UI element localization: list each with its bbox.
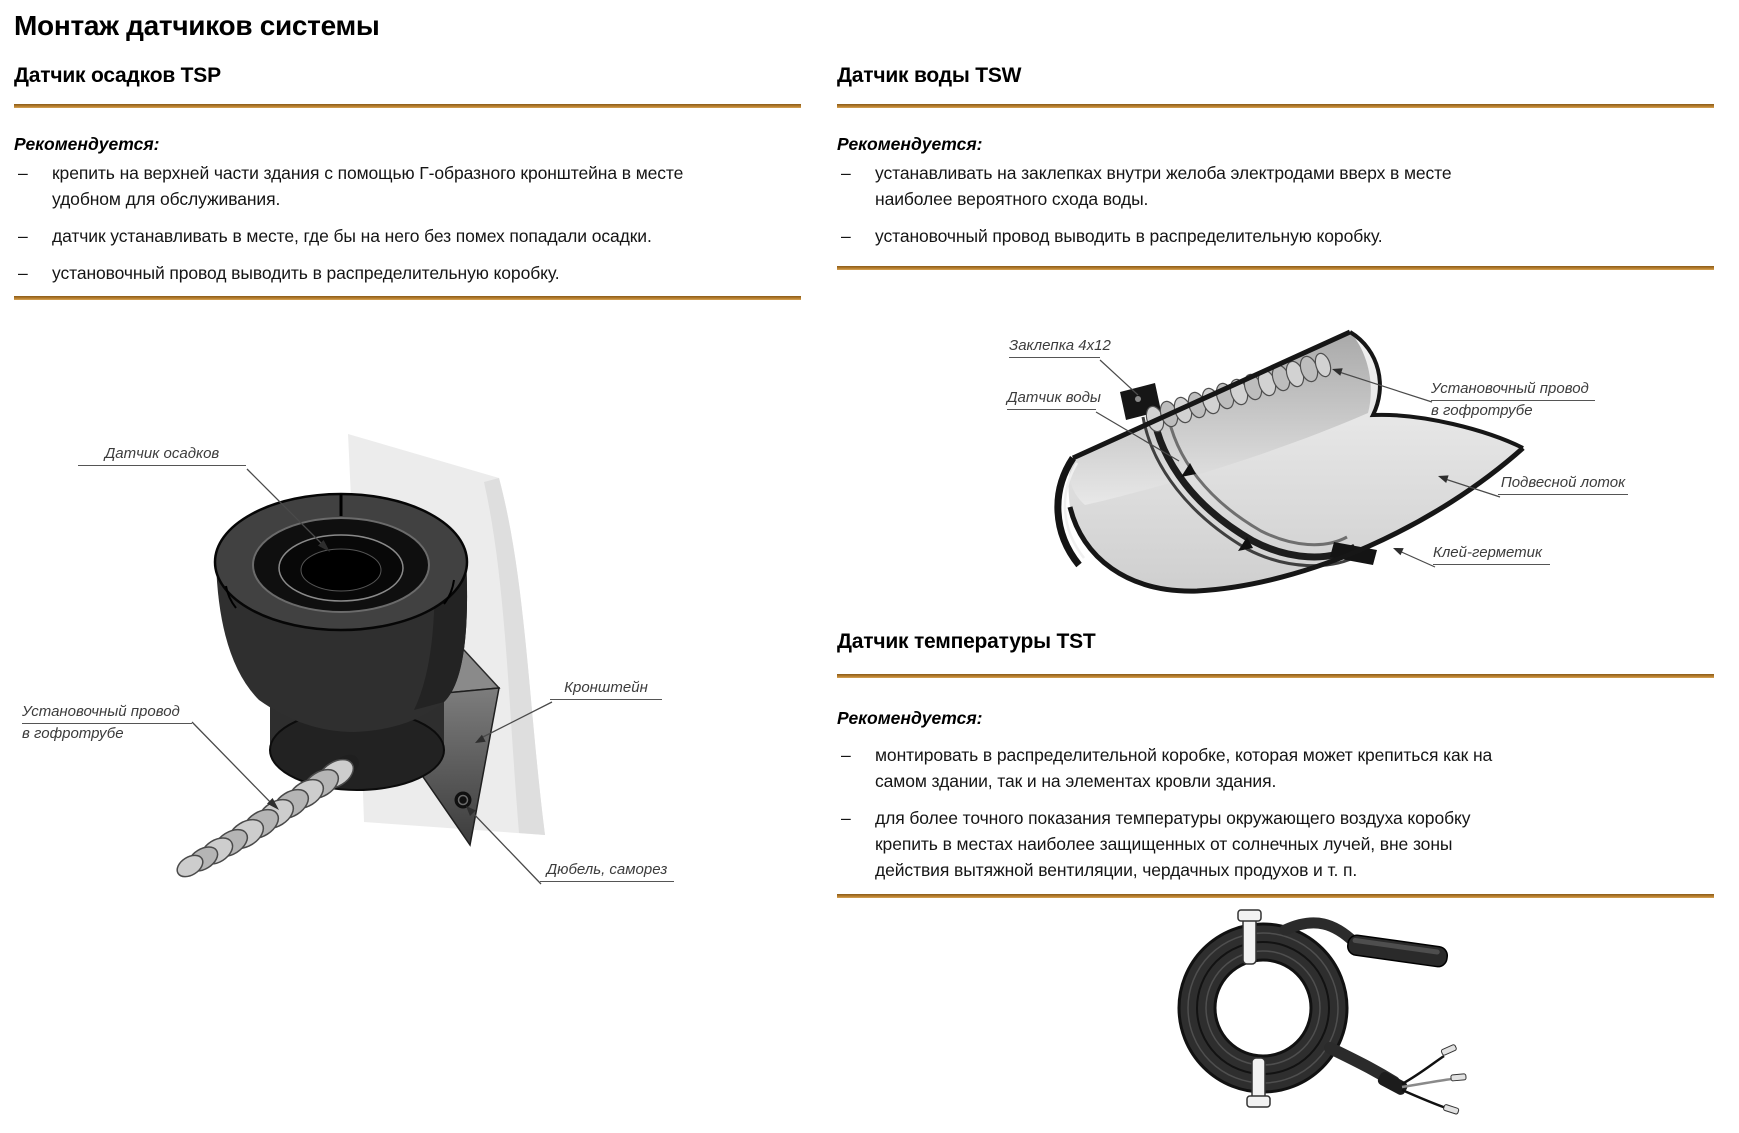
label-conduit-line1: Установочный провод: [1431, 379, 1595, 401]
bullet-text: датчик устанавливать в месте, где бы на него без помех попадали осадки.: [52, 226, 652, 246]
divider-rule: [14, 296, 801, 300]
label-water-sensor: Датчик воды: [1007, 388, 1096, 410]
bullet-dash: –: [18, 163, 28, 183]
bullet-text: крепить на верхней части здания с помощью Г-образного кронштейна в месте удобном для обслуживания.: [52, 163, 684, 209]
page-title: Монтаж датчиков системы: [14, 10, 380, 41]
list-item: [837, 742, 1499, 794]
divider-rule: [837, 266, 1714, 270]
list-item: [14, 260, 700, 286]
tst-photo-art: [1080, 900, 1560, 1133]
bullet-text: для более точного показания температуры окружающего воздуха коробку крепить в местах наиболее защищенных от солнечных лучей, вне зоны действия вытяжной вентиляции, чердачных продухов и т. п.: [875, 808, 1471, 880]
list-item: [837, 160, 1519, 212]
recommend-label-tsp: Рекомендуется:: [14, 134, 160, 154]
list-item: [14, 160, 700, 212]
bullet-dash: –: [841, 808, 851, 828]
bullet-dash: –: [841, 163, 851, 183]
bullet-text: установочный провод выводить в распределительную коробку.: [52, 263, 560, 283]
divider-rule: [837, 674, 1714, 678]
recommend-label-tsw: Рекомендуется:: [837, 134, 983, 154]
bullet-dash: –: [18, 226, 28, 246]
section-heading-tsw: Датчик воды TSW: [837, 64, 1022, 87]
bullet-dash: –: [841, 745, 851, 765]
bullet-dash: –: [18, 263, 28, 283]
list-item: [837, 805, 1499, 883]
bullet-list-tsw: [837, 160, 1519, 249]
list-item: [837, 223, 1519, 249]
label-rivet: Заклепка 4x12: [1009, 336, 1100, 358]
tsw-diagram-art: [837, 295, 1717, 630]
bullet-list-tsp: [14, 160, 700, 286]
section-heading-tst: Датчик температуры TST: [837, 630, 1096, 653]
label-conduit-line1: Установочный провод: [22, 702, 192, 724]
label-sealant: Клей-герметик: [1433, 543, 1550, 565]
label-conduit: [1431, 379, 1595, 420]
list-item: [14, 223, 700, 249]
label-conduit-line2: в гофротрубе: [1431, 402, 1533, 419]
bullet-text: монтировать в распределительной коробке, которая может крепиться как на самом здании, так и на элементах кровли здания.: [875, 745, 1493, 791]
tst-sensor-photo: [1080, 900, 1560, 1133]
label-tray: Подвесной лоток: [1498, 473, 1628, 495]
label-conduit: [22, 702, 192, 743]
divider-rule: [837, 894, 1714, 898]
tsp-diagram-art: [14, 330, 734, 930]
tsw-water-sensor-diagram: [837, 295, 1717, 630]
divider-rule: [837, 104, 1714, 108]
bullet-text: устанавливать на заклепках внутри желоба электродами вверх в месте наиболее вероятного схода воды.: [875, 163, 1452, 209]
label-conduit-line2: в гофротрубе: [22, 725, 124, 742]
bullet-dash: –: [841, 226, 851, 246]
tsp-sensor-diagram: [14, 330, 734, 930]
section-heading-tsp: Датчик осадков TSP: [14, 64, 221, 87]
bullet-list-tst: [837, 742, 1499, 883]
label-fastener: Дюбель, саморез: [540, 860, 674, 882]
divider-rule: [14, 104, 801, 108]
recommend-label-tst: Рекомендуется:: [837, 708, 983, 728]
label-bracket: Кронштейн: [550, 678, 662, 700]
bullet-text: установочный провод выводить в распределительную коробку.: [875, 226, 1383, 246]
label-precipitation-sensor: Датчик осадков: [78, 444, 246, 466]
